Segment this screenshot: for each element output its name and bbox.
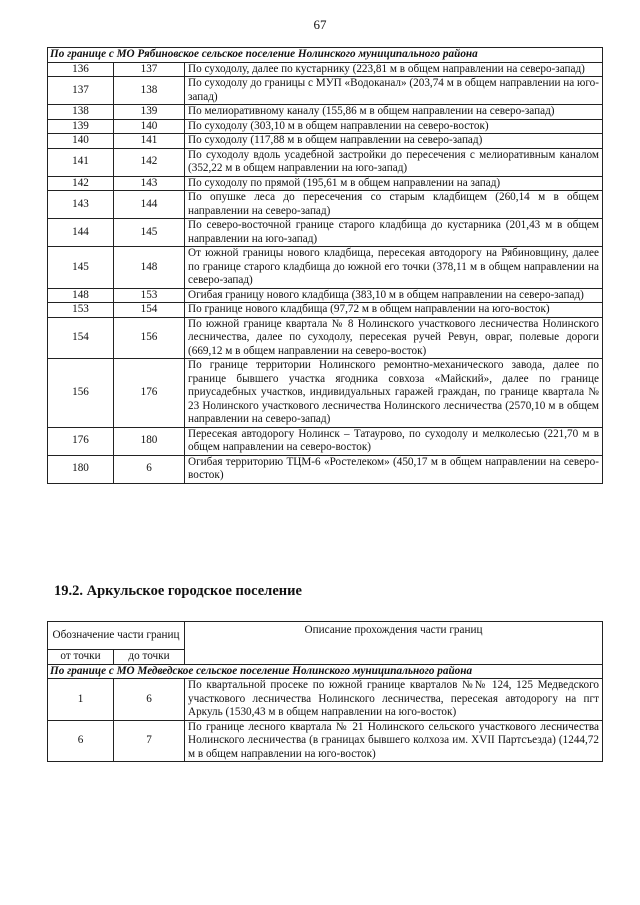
row-description: По суходолу, далее по кустарнику (223,81 м в общем направлении на северо-запад) — [185, 62, 603, 77]
from-point: 142 — [48, 176, 114, 191]
row-description: По суходолу (303,10 м в общем направлении на северо-восток) — [185, 119, 603, 134]
table-row — [48, 303, 603, 318]
to-point: 154 — [114, 303, 185, 318]
table-row — [48, 247, 603, 289]
table-row — [48, 191, 603, 219]
to-point: 145 — [114, 219, 185, 247]
row-description: По суходолу до границы с МУП «Водоканал» (203,74 м в общем направлении на юго-запад) — [185, 77, 603, 105]
from-point: 1 — [48, 679, 114, 721]
row-description: По границе нового кладбища (97,72 м в общем направлении на юго-восток) — [185, 303, 603, 318]
boundary-table-1 — [47, 47, 603, 484]
table-row — [48, 176, 603, 191]
from-point: 176 — [48, 427, 114, 455]
from-point: 153 — [48, 303, 114, 318]
table-row — [48, 134, 603, 149]
section-heading: 19.2. Аркульское городское поселение — [54, 583, 302, 599]
table-row — [48, 455, 603, 483]
from-point: 6 — [48, 720, 114, 762]
row-description: По границе территории Нолинского ремонтно-механического завода, далее по границе бывшего участка ягодника совхоза «Майский», далее по границе приусадебных участков, индивидуальных гаражей граждан, по границе квартала № 23 Нолинского участкового лесничества Нолинского лесничества (2570,10 м в общем направлении на северо-запад) — [185, 359, 603, 428]
row-description: По мелиоративному каналу (155,86 м в общем направлении на северо-запад) — [185, 105, 603, 120]
row-description: По квартальной просеке по южной границе кварталов №№ 124, 125 Медведского участкового лесничества Нолинского лесничества, пересекая автодорогу на пгт Аркуль (1530,43 м в общем направлении на юго-восток) — [185, 679, 603, 721]
from-point: 139 — [48, 119, 114, 134]
row-description: Огибая границу нового кладбища (383,10 м в общем направлении на северо-запад) — [185, 288, 603, 303]
to-point: 6 — [114, 455, 185, 483]
to-point: 140 — [114, 119, 185, 134]
table-row — [48, 105, 603, 120]
to-point: 137 — [114, 62, 185, 77]
to-point: 143 — [114, 176, 185, 191]
from-point: 137 — [48, 77, 114, 105]
header-desc: Описание прохождения части границ — [185, 622, 603, 665]
header-points: Обозначение части границ — [48, 622, 185, 650]
row-description: По опушке леса до пересечения со старым кладбищем (260,14 м в общем направлении на северо-запад) — [185, 191, 603, 219]
to-point: 156 — [114, 317, 185, 359]
to-point: 7 — [114, 720, 185, 762]
table-row — [48, 288, 603, 303]
row-description: Пересекая автодорогу Нолинск – Татаурово, по суходолу и мелколесью (221,70 м в общем направлении на северо-восток) — [185, 427, 603, 455]
table-row — [48, 119, 603, 134]
to-point: 144 — [114, 191, 185, 219]
to-point: 141 — [114, 134, 185, 149]
from-point: 136 — [48, 62, 114, 77]
header-to: до точки — [114, 650, 185, 665]
from-point: 143 — [48, 191, 114, 219]
row-description: По суходолу (117,88 м в общем направлении на северо-запад) — [185, 134, 603, 149]
to-point: 138 — [114, 77, 185, 105]
table-row — [48, 317, 603, 359]
to-point: 180 — [114, 427, 185, 455]
from-point: 145 — [48, 247, 114, 289]
table-row — [48, 679, 603, 721]
to-point: 176 — [114, 359, 185, 428]
to-point: 148 — [114, 247, 185, 289]
row-description: Огибая территорию ТЦМ-6 «Ростелеком» (450,17 м в общем направлении на северо-восток) — [185, 455, 603, 483]
from-point: 154 — [48, 317, 114, 359]
table-row — [48, 77, 603, 105]
from-point: 138 — [48, 105, 114, 120]
from-point: 140 — [48, 134, 114, 149]
table-row — [48, 219, 603, 247]
table-row — [48, 359, 603, 428]
row-description: По северо-восточной границе старого кладбища до кустарника (201,43 м в общем направлении на юго-запад) — [185, 219, 603, 247]
group-header: По границе с МО Медведское сельское поселение Нолинского муниципального района — [48, 664, 603, 679]
to-point: 139 — [114, 105, 185, 120]
row-description: От южной границы нового кладбища, пересекая автодорогу на Рябиновщину, далее по границе старого кладбища до южной его точки (378,11 м в общем направлении на северо-запад) — [185, 247, 603, 289]
table-row — [48, 720, 603, 762]
from-point: 141 — [48, 148, 114, 176]
to-point: 6 — [114, 679, 185, 721]
from-point: 156 — [48, 359, 114, 428]
row-description: По суходолу вдоль усадебной застройки до пересечения с мелиоративным каналом (352,22 м в общем направлении на юго-запад) — [185, 148, 603, 176]
table-row — [48, 427, 603, 455]
from-point: 180 — [48, 455, 114, 483]
page-number: 67 — [313, 17, 327, 32]
to-point: 142 — [114, 148, 185, 176]
table-row — [48, 148, 603, 176]
table-row — [48, 62, 603, 77]
row-description: По южной границе квартала № 8 Нолинского участкового лесничества Нолинского лесничества, далее по суходолу, пересекая ручей Ревун, овраг, полевые дороги (669,12 м в общем направлении на северо-восток) — [185, 317, 603, 359]
to-point: 153 — [114, 288, 185, 303]
header-from: от точки — [48, 650, 114, 665]
group-header: По границе с МО Рябиновское сельское поселение Нолинского муниципального района — [48, 48, 603, 63]
from-point: 144 — [48, 219, 114, 247]
row-description: По границе лесного квартала № 21 Нолинского сельского участкового лесничества Нолинского лесничества (в границах бывшего колхоза им. XVII Партсъезда) (1244,72 м в общем направлении на юго-восток) — [185, 720, 603, 762]
from-point: 148 — [48, 288, 114, 303]
boundary-table-2 — [47, 621, 603, 762]
row-description: По суходолу по прямой (195,61 м в общем направлении на запад) — [185, 176, 603, 191]
